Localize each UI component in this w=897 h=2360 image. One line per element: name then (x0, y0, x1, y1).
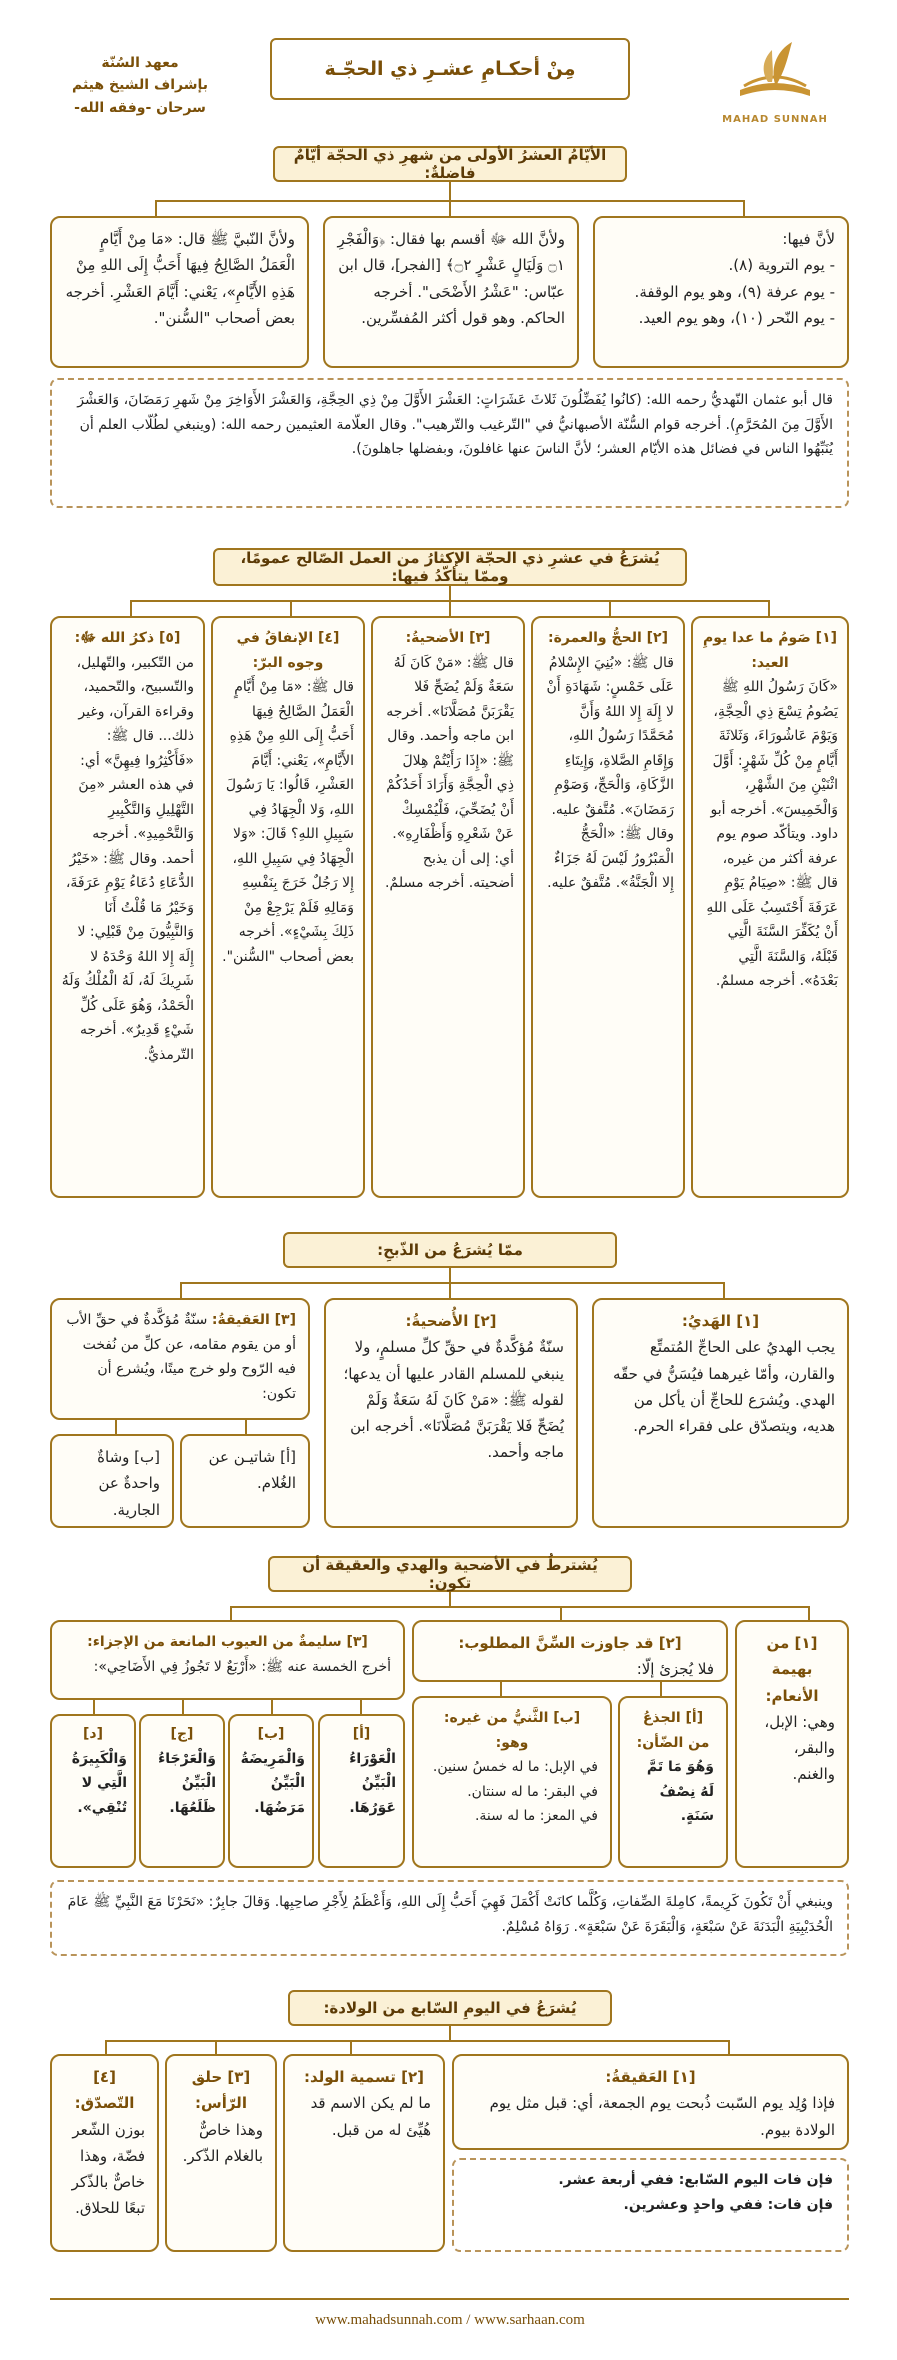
box-text: ولأنَّ الله ﷻ أقسم بها فقال: ﴿وَالْفَجْرِ ۝١ وَلَيَالٍ عَشْرٍ ۝٢﴾ [الفجر]، قال ابن عبّاس: "عَشْرُ الأَضْحَى". أخرجه الحاكم. وهو قول أكثر المُفسِّرين. (337, 230, 565, 327)
section5-aqiqa (452, 2054, 849, 2150)
connector (105, 2040, 730, 2042)
logo-text: MAHAD SUNNAH (722, 114, 828, 125)
section4-animals (735, 1620, 849, 1868)
connector (660, 1682, 662, 1696)
item-text: وَالْمَرِيضَةُ الْبَيِّنُ مَرَضُهَا. (240, 1750, 305, 1816)
connector (115, 1420, 117, 1434)
box-text: [ب] وشاةٌ واحدةٌ عن الجارية. (97, 1448, 160, 1519)
connector (180, 1282, 182, 1298)
org-line-1: معهد السُنّة (101, 55, 179, 71)
section2-col-udhiya (371, 616, 525, 1198)
connector (449, 1268, 451, 1282)
connector (245, 1420, 247, 1434)
connector (215, 2040, 217, 2054)
defect-item (139, 1714, 225, 1868)
item-text: وَالْكَبِيرَةُ الَّتِي لا تُنْقِي». (71, 1750, 127, 1816)
section3-banner: ممّا يُشرَعُ من الذّبحِ: (283, 1232, 617, 1268)
box-text: فإذا وُلِد يوم السّبت ذُبحت يوم الجمعة، أي: قبل مثل يوم الولادة بيوم. (489, 2094, 835, 2139)
section5-banner: يُشرَعُ في اليومِ السّابع من الولادة: (288, 1990, 612, 2026)
connector (560, 1606, 562, 1620)
list-item: - يوم النّحر (١٠)، وهو يوم العيد. (638, 308, 835, 327)
connector (449, 586, 451, 600)
list-item: في المعز: ما له سنة. (474, 1808, 598, 1824)
connector (350, 2040, 352, 2054)
box-title: [ب] الثَّنيُّ من غيره: وهو: (443, 1710, 581, 1751)
box-title: [٣] سليمةٌ من العيوب المانعة من الإجزاء: (87, 1634, 368, 1650)
book-quill-icon (730, 38, 820, 110)
col-title: [٢] الحجُّ والعمرة: (548, 630, 668, 646)
section1-box-left (50, 216, 309, 368)
section3-udhiya (324, 1298, 578, 1528)
section5-naming (283, 2054, 445, 2252)
col-title: [٤] الإنفاقُ في وجوه البرّ: (236, 630, 340, 671)
section4-age (412, 1620, 728, 1682)
section4-note (50, 1880, 849, 1956)
box-text: ما لم يكن الاسم قد هُيِّئ له من قبل. (310, 2094, 431, 2139)
section1-box-middle (323, 216, 579, 368)
section2-col-dhikr (50, 616, 205, 1198)
col-text: من التّكبير، والتّهليل، والتّسبيح، والتّحميد، وقراءة القرآن، وغير ذلك... قال ﷺ: «فَأَكْثِرُوا فِيهِنَّ» أي: في هذه العشر «مِنَ التَّهْلِيلِ وَالتَّكْبِيرِ وَالتَّحْمِيدِ». أخرجه أحمد. وقال ﷺ: «خَيْرُ الدُّعَاءِ دُعَاءُ يَوْمِ عَرَفَةَ، وَخَيْرُ مَا قُلْتُ أَنَا وَالنَّبِيُّونَ مِنْ قَبْلِي: لا إِلَهَ إِلا اللهُ وَحْدَهُ لا شَرِيكَ لَهُ، لَهُ الْمُلْكُ وَلَهُ الْحَمْدُ، وَهُوَ عَلَى كُلِّ شَيْءٍ قَدِيرٌ». أخرجه التّرمذيُّ. (61, 654, 194, 1063)
connector (768, 600, 770, 616)
connector (180, 1282, 725, 1284)
section4-defects (50, 1620, 405, 1700)
box-title: [١] الهَديُ: (681, 1312, 760, 1330)
defect-item (228, 1714, 314, 1868)
box-text: يجب الهديُ على الحاجِّ المُتمتِّع والقارن، وأمّا غيرهما فيُسَنُّ في حقّه الهدي. ويُشرَع للحاجِّ أن يأكل من هديه، ويتصدّق على فقراء الحرم. (613, 1338, 835, 1435)
connector (105, 2040, 107, 2054)
box-title: [٢] الأُضحيةُ: (405, 1312, 497, 1330)
connector (155, 200, 157, 216)
box-title: [أ] الجذعُ من الضّأن: (636, 1710, 710, 1751)
col-text: قال ﷺ: «مَنْ كَانَ لَهُ سَعَةٌ وَلَمْ يُضَحِّ فَلا يَقْرَبَنَّ مُصَلَّانَا». أخرجه ابن ماجه وأحمد. وقال ﷺ: «إِذَا رَأَيْتُمْ هِلالَ ذِي الْحِجَّةِ وَأَرَادَ أَحَدُكُمْ أَنْ يُضَحِّيَ، فَلْيُمْسِكْ عَنْ شَعْرِهِ وَأَظْفَارِهِ». أي: إلى أن يذبح أضحيته. أخرجه مسلمٌ. (385, 654, 514, 891)
col-title: [١] صَومُ ما عدا يومِ العيد: (702, 630, 838, 671)
col-text: قال ﷺ: «مَا مِنْ أَيَّامٍ الْعَمَلُ الصَّالِحُ فِيهَا أَحَبُّ إِلَى اللهِ مِنْ هَذِهِ الأَيَّامِ»، يَعْني: أَيَّامَ العَشْرِ، قَالُوا: يَا رَسُولَ اللهِ، وَلا الْجِهَادُ فِي سَبِيلِ اللهِ؟ قَالَ: «وَلا الْجِهَادُ فِي سَبِيلِ اللهِ، إِلا رَجُلٌ خَرَجَ بِنَفْسِهِ وَمَالِهِ فَلَمْ يَرْجِعْ مِنْ ذَلِكَ بِشَيْءٍ». أخرجه بعض أصحاب "السُّنن". (222, 679, 354, 965)
section5-aqiqa-note (452, 2158, 849, 2252)
box-text: فلا يُجزئ إلّا: (636, 1660, 714, 1679)
section1-note (50, 378, 849, 508)
connector (93, 1700, 95, 1714)
box-title: [٣] حلق الرّأس: (191, 2068, 251, 2113)
col-title: [٣] الأضحيةُ: (405, 630, 491, 646)
section5-charity (50, 2054, 159, 2252)
org-line-3: سرحان -وفقه الله- (74, 99, 206, 116)
section3-aqiqa (50, 1298, 310, 1420)
section2-banner: يُشرَعُ في عشرِ ذي الحجّة الإكثارُ من العمل الصّالح عمومًا، وممّا يتأكّدُ فيها: (213, 548, 687, 586)
connector (449, 1592, 451, 1606)
box-intro: لأنَّ فيها: (782, 230, 835, 248)
box-text: وهذا خاصٌّ بالغلام الذّكر. (182, 2120, 263, 2165)
footer-divider (50, 2298, 849, 2300)
header (0, 0, 897, 140)
section3-aqiqa-b (50, 1434, 174, 1528)
connector (182, 1700, 184, 1714)
list-item: - يوم عرفة (٩)، وهو يوم الوقفة. (634, 282, 835, 301)
note-text: قال أبو عثمان النّهديُّ رحمه الله: (كانُوا يُفَضِّلُونَ ثَلاثَ عَشَرَاتٍ: العَشْرَ الأَوَّلَ مِنْ ذِي الحِجَّةِ، وَالعَشْرَ الأَوَاخِرَ مِنْ شَهرِ رَمَضَانَ، وَالعَشْرَ الأَوَّلَ مِنَ المُحَرَّمِ). أخرجه قوام السُّنّة الأصبهانيُّ في "التّرغيب والتّرهيب". وقال العلّامة العثيمين رحمه الله: (وينبغي لطُلّاب العلم أن يُنَبِّهُوا الناس في فضائل هذه الأيّام العشر؛ لأنَّ الناسَ عنها غافلونَ، وبفضلها جاهلونَ). (77, 392, 833, 457)
box-text: وهي: الإبل، والبقر، والغنم. (764, 1712, 835, 1784)
note-line: فإن فات اليوم السّابع: ففي أربعة عشر. (558, 2172, 833, 2188)
connector (728, 2040, 730, 2054)
note-line: فإن فات: ففي واحدٍ وعشرين. (623, 2196, 833, 2213)
list-item: في الإبل: ما له خمسُ سنين. (432, 1759, 598, 1775)
note-text: وينبغي أَنْ تَكُونَ كَرِيمةً، كامِلةَ الصِّفاتِ، وَكُلَّما كانَتْ أَكْمَلَ فَهِيَ أَحَبُّ إِلَى اللهِ، وَأَعْظَمُ لِأَجْرِ صاحِبِها. وَقالَ جابِرٌ: «نَحَرْنَا مَعَ النَّبِيِّ ﷺ عَامَ الْحُدَيْبِيَةِ الْبَدَنَةَ عَنْ سَبْعَةٍ، وَالْبَقَرَةَ عَنْ سَبْعَةٍ». رَوَاهُ مُسْلِمٌ. (67, 1894, 833, 1935)
box-title: [٢] تسمية الولد: (304, 2068, 424, 2086)
box-title: [١] العَقيقةُ: (605, 2068, 696, 2086)
box-text: سنّةٌ مُؤكَّدةٌ في حقِّ كلِّ مسلمٍ، ولا ينبغي للمسلم القادر عليها أن يدعها؛ لقوله ﷺ: «مَنْ كَانَ لَهُ سَعَةٌ وَلَمْ يُضَحِّ فَلا يَقْرَبَنَّ مُصَلَّانَا». أخرجه ابن ماجه وأحمد. (343, 1338, 564, 1462)
box-title: [٢] قد جاوزت السِّنَّ المطلوب: (458, 1634, 682, 1652)
col-text: قال ﷺ: «بُنِيَ الإِسْلامُ عَلَى خَمْسٍ: شَهَادَةِ أَنْ لا إِلَهَ إِلا اللهُ وَأَنَّ مُحَمَّدًا رَسُولُ اللهِ، وَإِقَامِ الصَّلاةِ، وَإِيتَاءِ الزَّكَاةِ، وَالْحَجِّ، وَصَوْمِ رَمَضَانَ». مُتَّفقٌ عليه. وقال ﷺ: «الْحَجُّ الْمَبْرُورُ لَيْسَ لَهُ جَزَاءٌ إِلا الْجَنَّةُ». مُتَّفقٌ عليه. (546, 654, 674, 891)
section4-age-b (412, 1696, 612, 1868)
item-tag: [ب] (257, 1726, 285, 1742)
list-item: في البقر: ما له سنتان. (467, 1783, 598, 1800)
connector (449, 1282, 451, 1298)
box-text: وَهُوَ مَا تَمَّ لَهُ نِصْفُ سَنَةٍ. (646, 1759, 714, 1824)
box-text: [أ] شاتيـن عن الغُلام. (208, 1448, 296, 1493)
section1-box-right (593, 216, 849, 368)
logo (720, 38, 830, 138)
box-title: [٤] التّصدّق: (74, 2068, 135, 2113)
page-title: مِنْ أحكـامِ عشـرِ ذي الحجّـة (324, 58, 576, 80)
connector (449, 600, 451, 616)
connector (230, 1606, 232, 1620)
defect-item (318, 1714, 405, 1868)
section2-col-fasting (691, 616, 849, 1198)
connector (609, 600, 611, 616)
connector (271, 1700, 273, 1714)
box-title: [١] من بهيمة الأنعام: (765, 1634, 819, 1705)
col-text: «كَانَ رَسُولُ اللهِ ﷺ يَصُومُ تِسْعَ ذِي الْحِجَّةِ، وَيَوْمَ عَاشُورَاءَ، وَثَلاثَةَ أَيَّامٍ مِنْ كُلِّ شَهْرٍ: أَوَّلَ اثْنَيْنِ مِنَ الشَّهْرِ، وَالْخَمِيسَ». أخرجه أبو داود. ويتأكّد صوم يوم عرفة أكثر من غيره، قال ﷺ: «صِيَامُ يَوْمِ عَرَفَةَ أَحْتَسِبُ عَلَى اللهِ أَنْ يُكَفِّرَ السَّنَةَ الَّتِي قَبْلَهُ، وَالسَّنَةَ الَّتِي بَعْدَهُ». أخرجه مسلمٌ. (706, 679, 838, 989)
connector (290, 600, 292, 616)
section2-col-hajj (531, 616, 685, 1198)
section4-age-a (618, 1696, 728, 1868)
item-text: وَالْعَرْجَاءُ الْبَيِّنُ ظَلَعُهَا. (158, 1750, 216, 1816)
connector (449, 2026, 451, 2040)
box-title: [٣] العَقيقةُ: (211, 1312, 296, 1328)
footer-links[interactable]: www.mahadsunnah.com / www.sarhaan.com (315, 2312, 585, 2328)
box-text: أخرج الخمسة عنه ﷺ: «أَرْبَعٌ لا تَجُوزُ فِي الأَضَاحِي»: (93, 1658, 391, 1675)
list-item: - يوم التروية (٨). (728, 256, 835, 275)
connector (723, 1282, 725, 1298)
box-text: سنّةٌ مُؤكَّدةٌ في حقِّ الأب أو من يقوم مقامه، عن كلِّ من نُفخت فيه الرّوح ولو خرج ميتًا، ويُشرع أن تكون: (66, 1312, 296, 1402)
box-text: ولأنَّ النّبيَّ ﷺ قال: «مَا مِنْ أَيَّامٍ الْعَمَلُ الصَّالِحُ فِيهَا أَحَبُّ إِلَى اللهِ مِنْ هَذِهِ الأَيَّامِ»، يَعْني: أَيَّامَ العَشْرِ. أخرجه بعض أصحاب "السُّنن". (65, 230, 295, 327)
item-tag: [د] (83, 1726, 103, 1742)
item-tag: [ج] (170, 1726, 194, 1742)
defect-item (50, 1714, 136, 1868)
box-text: بوزن الشّعر فضّة، وهذا خاصٌّ بالذّكر تبعًا للحلاق. (71, 2120, 145, 2218)
section3-hady (592, 1298, 849, 1528)
item-text: الْعَوْرَاءُ الْبَيِّنُ عَوَرُهَا. (349, 1750, 396, 1816)
connector (360, 1700, 362, 1714)
section2-col-spending (211, 616, 365, 1198)
connector (449, 200, 451, 216)
item-tag: [أ] (352, 1726, 371, 1742)
connector (808, 1606, 810, 1620)
org-info (60, 52, 220, 119)
connector (743, 200, 745, 216)
section1-banner: الأيّامُ العشرُ الأولى من شهرِ ذي الحجّة أيّامٌ فاضلةٌ: (273, 146, 627, 182)
connector (500, 1682, 502, 1696)
section3-aqiqa-a (180, 1434, 310, 1528)
title-frame (270, 38, 630, 100)
section4-banner: يُشترطُ في الأضحية والهدي والعقيقة أن تكون: (268, 1556, 632, 1592)
connector (230, 1606, 810, 1608)
section5-shaving (165, 2054, 277, 2252)
org-line-2: بإشراف الشيخ هيثم (71, 77, 209, 94)
connector (130, 600, 132, 616)
connector (449, 182, 451, 200)
col-title: [٥] ذكرُ الله ﷻ: (74, 630, 181, 646)
